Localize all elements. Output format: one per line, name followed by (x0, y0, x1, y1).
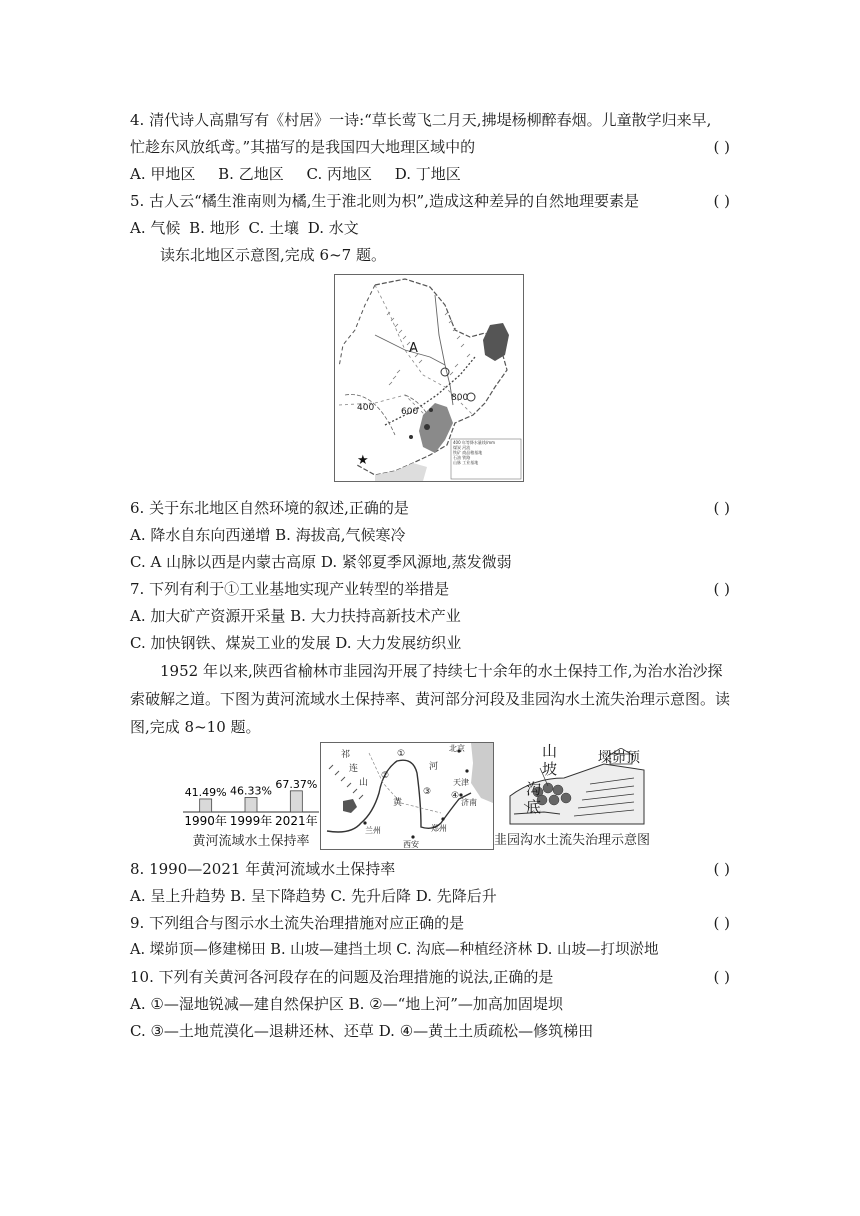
q5-answer-bracket: ( ) (713, 192, 730, 210)
q4-option-b: B. 乙地区 (218, 165, 284, 183)
map-contour-600: 600 (401, 407, 419, 417)
legend-isohyet: 400 年等降水量线/mm (453, 440, 496, 445)
q4-options (130, 163, 730, 185)
bar-chart-title: 黄河流域水土保持率 (192, 834, 310, 849)
bar-2 (290, 791, 302, 812)
q5-option-a: A. 气候 (130, 219, 181, 237)
q4-answer-bracket: ( ) (713, 138, 730, 156)
bar-chart-svg (183, 770, 319, 826)
q5-option-d: D. 水文 (307, 219, 359, 237)
intro-q8-10-line1: 1952 年以来,陕西省榆林市韭园沟开展了持续七十余年的水土保持工作,为治水治沙探 (160, 662, 723, 680)
q5-option-c: C. 土壤 (248, 219, 299, 237)
q5-stem: 5. 古人云“橘生淮南则为橘,生于淮北则为枳”,造成这种差异的自然地理要素是 (130, 192, 639, 210)
gully-diagram (494, 742, 680, 852)
map-label-beijing: 北京 (449, 744, 465, 753)
bar-0 (200, 799, 212, 812)
q8-stem: 8. 1990—2021 年黄河流域水土保持率 (130, 860, 396, 878)
map-marker-3: ③ (423, 787, 432, 797)
bar-category-label-2: 2021年 (275, 814, 318, 826)
legend-grain-base: 商品粮基地 (462, 450, 483, 455)
map-legend (453, 440, 521, 465)
q9-options: A. 墚峁顶—修建梯田 B. 山坡—建挡土坝 C. 沟底—种植经济林 D. 山坡—打坝淤地 (130, 942, 659, 958)
q4-line1: 4. 清代诗人高鼎写有《村居》一诗:“草长莺飞二月天,拂堤杨柳醉春烟。儿童散学归来早, (130, 111, 712, 129)
q10-options-ab: A. ①—湿地锐减—建自然保护区 B. ②—“地上河”—加高加固堤坝 (130, 995, 563, 1013)
bar-data-label-2: 67.37% (275, 777, 318, 791)
q8-line1 (130, 858, 730, 880)
map-contour-800: 800 (451, 393, 469, 403)
gully-caption: 韭园沟水土流失治理示意图 (494, 833, 651, 848)
bar-1 (245, 797, 257, 812)
q5-option-b: B. 地形 (189, 219, 240, 237)
intro-q6-7: 读东北地区示意图,完成 6~7 题。 (160, 246, 386, 264)
map-label-shan: 山 (359, 778, 369, 788)
map-label-jinan: 济南 (461, 798, 477, 807)
q10-stem: 10. 下列有关黄河各河段存在的问题及治理措施的说法,正确的是 (130, 968, 554, 986)
q7-answer-bracket: ( ) (713, 580, 730, 598)
q6-options-cd: C. A 山脉以西是内蒙古高原 D. 紧邻夏季风源地,蒸发微弱 (130, 553, 512, 571)
bar-data-label-0: 41.49% (184, 785, 227, 799)
gully-label-gou: 沟 (526, 780, 542, 798)
q9-line1 (130, 912, 730, 934)
yellow-river-map (320, 742, 494, 850)
q8-options: A. 呈上升趋势 B. 呈下降趋势 C. 先升后降 D. 先降后升 (130, 887, 497, 905)
map-marker-4: ④ (451, 791, 460, 801)
q4-option-c: C. 丙地区 (306, 165, 372, 183)
q10-options-cd: C. ③—土地荒漠化—退耕还林、还草 D. ④—黄土土质疏松—修筑梯田 (130, 1022, 594, 1040)
q8-answer-bracket: ( ) (713, 860, 730, 878)
map-label-huang: 黄 (393, 798, 403, 808)
map-label-a: A (409, 341, 418, 356)
q4-stem: 忙趁东风放纸鸢。”其描写的是我国四大地理区域中的 (130, 138, 476, 156)
q6-line1 (130, 497, 730, 519)
gully-label-po: 坡 (542, 760, 558, 778)
q5-options (130, 217, 730, 239)
intro-q8-10-line2: 索破解之道。下图为黄河流域水土保持率、黄河部分河段及韭园沟水土流失治理示意图。读 (130, 690, 731, 708)
legend-oil: 石油 (453, 455, 461, 460)
q5-line1 (130, 190, 730, 212)
bar-chart (183, 770, 319, 850)
q10-line1 (130, 966, 730, 988)
bar-category-label-1: 1999年 (229, 814, 273, 826)
map-marker-1: ① (397, 749, 406, 759)
bar-category-label-0: 1990年 (184, 814, 227, 826)
q4-option-a: A. 甲地区 (130, 165, 196, 183)
legend-industrial-base: 工业基地 (462, 460, 479, 465)
gully-diagram-svg (494, 748, 680, 828)
q7-options-ab: A. 加大矿产资源开采量 B. 大力扶持高新技术产业 (130, 607, 461, 625)
legend-river: 河流 (462, 445, 471, 450)
map-label-lian: 连 (349, 764, 359, 774)
gully-label-shan: 山 (542, 742, 558, 760)
map-marker-2: ② (381, 771, 390, 781)
q7-options-cd: C. 加快钢铁、煤炭工业的发展 D. 大力发展纺织业 (130, 634, 462, 652)
bar-data-label-1: 46.33% (230, 784, 272, 798)
q10-answer-bracket: ( ) (713, 968, 730, 986)
gully-label-di: 底 (526, 798, 542, 816)
legend-iron: 铁矿 (453, 450, 461, 455)
legend-mountain: 山脉 (453, 460, 461, 465)
map-label-qi: 祁 (341, 750, 351, 760)
legend-railway: 铁路 (462, 455, 471, 460)
q6-options-ab: A. 降水自东向西递增 B. 海拔高,气候寒冷 (130, 526, 406, 544)
map-contour-400: 400 (357, 403, 375, 413)
q7-line1 (130, 578, 730, 600)
map-label-he: 河 (429, 762, 439, 772)
q6-answer-bracket: ( ) (713, 499, 730, 517)
map-label-zhengzhou: 郑州 (431, 824, 447, 833)
gully-label-top: 墚峁顶 (598, 750, 640, 766)
map-label-xian: 西安 (403, 840, 419, 849)
map-label-lanzhou: 兰州 (365, 826, 381, 835)
legend-coal: 煤炭 (453, 445, 461, 450)
northeast-map (334, 274, 524, 482)
star-icon: ★ (357, 453, 369, 468)
intro-q8-10-line3: 图,完成 8~10 题。 (130, 718, 261, 736)
map-label-tianjin: 天津 (453, 778, 469, 787)
q6-stem: 6. 关于东北地区自然环境的叙述,正确的是 (130, 499, 409, 517)
q4-line2 (130, 136, 730, 158)
q9-stem: 9. 下列组合与图示水土流失治理措施对应正确的是 (130, 914, 465, 932)
q4-option-d: D. 丁地区 (394, 165, 461, 183)
q9-answer-bracket: ( ) (713, 914, 730, 932)
q7-stem: 7. 下列有利于①工业基地实现产业转型的举措是 (130, 580, 450, 598)
